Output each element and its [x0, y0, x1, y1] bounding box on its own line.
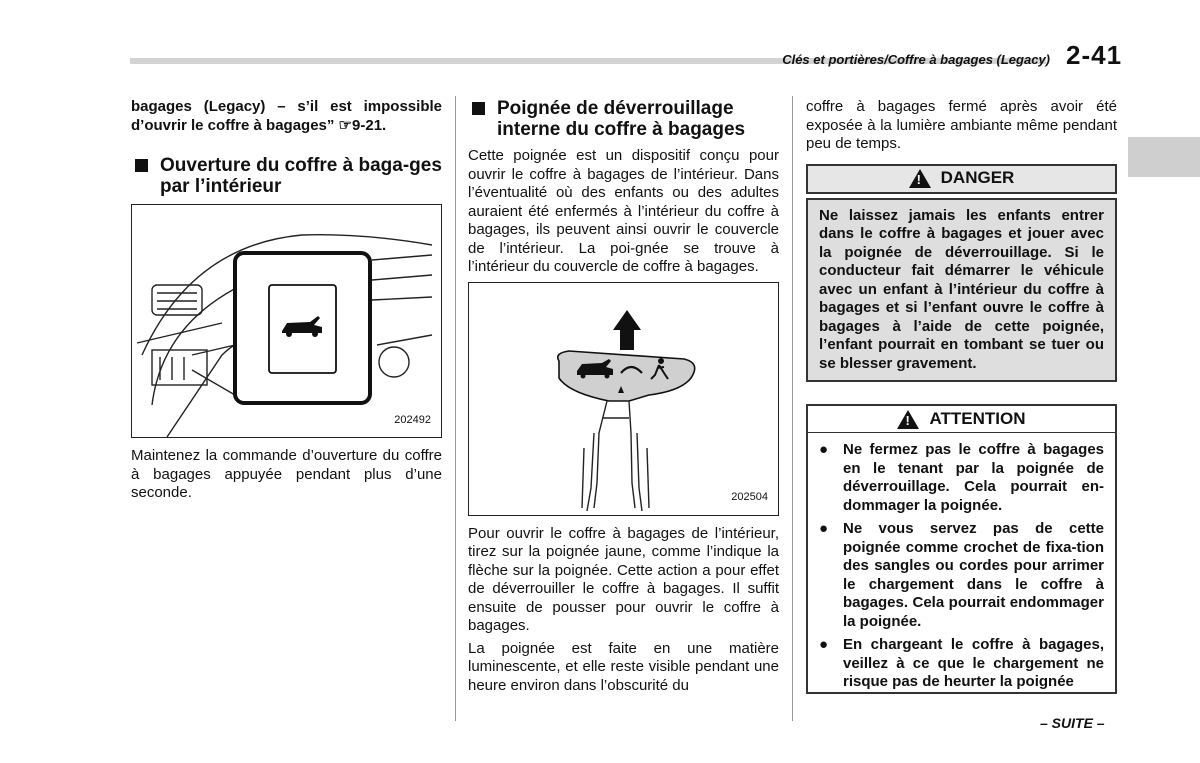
body-text: La poignée est faite en une matière luminescente, et elle reste visible pendant une heure environ dans l’obscurité du	[468, 639, 779, 694]
danger-label: DANGER	[940, 168, 1015, 188]
continued-marker: – SUITE –	[1040, 715, 1105, 731]
body-text: Cette poignée est un dispositif conçu pour ouvrir le coffre à bagages de l’intérieur. Dans l’éventualité où des enfants ou des adultes auraient été enfermés à l’intérieur du coffre à bagages, ils peuvent ainsi ouvrir le couvercle de l’intérieur. La poi-gnée se trouve à l’intérieur du couvercle de coffre à bagages.	[468, 147, 779, 275]
body-text: Pour ouvrir le coffre à bagages de l’intérieur, tirez sur la poignée jaune, comme l’indique la flèche sur la poignée. Cette action a pour effet de déverrouiller le coffre à bagages. Il suffit ensuite de pousser pour ouvrir le coffre à bagages.	[468, 524, 779, 634]
bullet-icon: ●	[819, 520, 829, 537]
column-1	[131, 98, 442, 503]
figure-number: 202492	[394, 413, 431, 426]
section-title: Ouverture du coffre à baga-ges par l’intérieur	[160, 155, 442, 197]
column-2	[468, 98, 779, 695]
list-item: ● Ne vous servez pas de cette poignée comme crochet de fixa-tion des sangles ou cordes pour arrimer le chargement dans le coffre à bagages. Cela pourrait endommager la poignée.	[819, 520, 1104, 630]
figure-release-handle	[468, 282, 779, 516]
section-marker-icon	[135, 159, 148, 172]
section-marker-icon	[472, 102, 485, 115]
attention-header	[808, 406, 1115, 432]
column-divider	[792, 96, 793, 721]
attention-label: ATTENTION	[929, 408, 1026, 428]
section-heading-release-handle	[468, 98, 779, 140]
handle-illustration	[469, 283, 778, 515]
section-heading-interior-opening	[131, 155, 442, 197]
warning-triangle-icon: !	[897, 410, 919, 429]
danger-text: Ne laissez jamais les enfants entrer dans le coffre à bagages et jouer avec la poignée de déverrouillage. Si le conducteur fait démarrer le véhicule avec un enfant à l’intérieur du coffre à bagages et si l’enfant ouvre le coffre à bagages à l’aide de cette poignée, l’enfant pourrait en tombant se tuer ou se blesser gravement.	[819, 206, 1104, 372]
list-item: ● Ne fermez pas le coffre à bagages en le tenant par la poignée de déverrouillage. Cela pourrait en-dommager la poignée.	[819, 441, 1104, 514]
column-divider	[455, 96, 456, 721]
figure-number: 202504	[731, 491, 768, 503]
dashboard-illustration	[132, 205, 441, 437]
attention-box	[806, 404, 1117, 694]
danger-box	[806, 164, 1117, 383]
chapter-tab	[1128, 137, 1200, 177]
column-3	[806, 98, 1117, 694]
list-item: ● En chargeant le coffre à bagages, veillez à ce que le chargement ne risque pas de heurter la poignée	[819, 636, 1104, 690]
warning-triangle-icon: !	[909, 169, 931, 188]
attention-list	[808, 432, 1115, 692]
figure-dashboard-switch	[131, 204, 442, 438]
danger-header	[806, 164, 1117, 194]
intro-text: bagages (Legacy) – s’il est impossible d’ouvrir le coffre à bagages” ☞9-21.	[131, 98, 442, 134]
bullet-icon: ●	[819, 441, 829, 458]
page-number: 2-41	[1066, 40, 1123, 70]
strap	[582, 401, 649, 511]
body-text: Maintenez la commande d’ouverture du coffre à bagages appuyée pendant plus d’une seconde.	[131, 447, 442, 501]
section-title: Poignée de déverrouillage interne du coffre à bagages	[497, 98, 746, 140]
handle-body	[558, 351, 695, 401]
pull-arrow-icon	[613, 310, 641, 350]
danger-text-box	[806, 198, 1117, 383]
header-title: Clés et portières/Coffre à bagages (Legacy)	[782, 52, 1050, 67]
body-text: coffre à bagages fermé après avoir été exposée à la lumière ambiante même pendant peu de temps.	[806, 98, 1117, 152]
bullet-icon: ●	[819, 636, 829, 653]
